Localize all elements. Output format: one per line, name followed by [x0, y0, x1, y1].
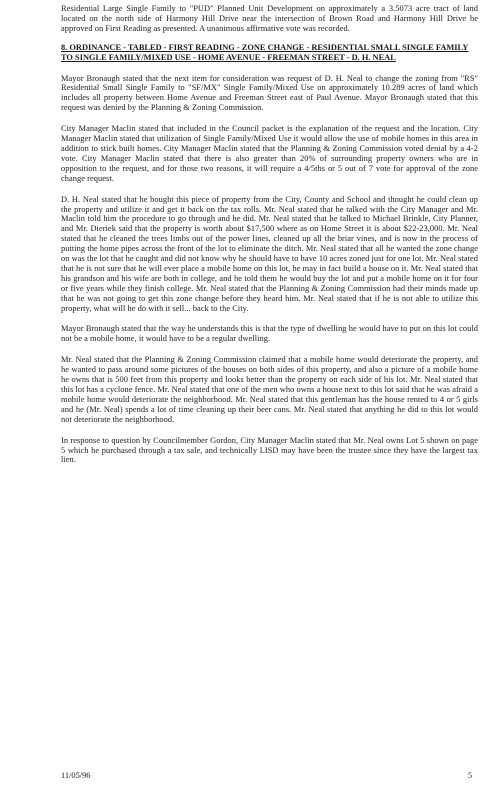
continued-paragraph: Residential Large Single Family to "PUD" Planned Unit Development on approximately a 3.5073 acre tract of land located on the north side of Harmony Hill Drive near the intersection of Brown Road and Harmony Hill Drive be approved on First Reading as presented. A unanimous affirmative vote was recorded.	[61, 4, 478, 33]
paragraph-neal-pictures: Mr. Neal stated that the Planning & Zoning Commission claimed that a mobile home would deteriorate the property, and he wanted to pass around some pictures of the houses on both sides of this property, and also a picture of a mobile home he owns that is 500 feet from this property and looks better than the property on each side of his lot. Mr. Neal stated that this lot has a cyclone fence. Mr. Neal stated that one of the men who owns a house next to this lot said that he was afraid a mobile home would deteriorate the neighborhood. Mr. Neal stated that this gentleman has the house rented to 4 or 5 girls and he (Mr. Neal) spends a lot of time cleaning up their beer cans. Mr. Neal stated that anything he did to this lot would not deteriorate the neighborhood.	[61, 355, 478, 424]
paragraph-neal-statement: D. H. Neal stated that he bought this piece of property from the City, County and School and thought he could clean up the property and utilize it and get it back on the tax rolls. Mr. Neal stated that he talked with the City Manager and Mr. Maclin told him the procedure to go through and he did. Mr. Neal stated that he talked to Michael Brinkle, City Planner, and Mr. Dieriek said that the property is worth about $17,500 where as on Home Street it is about $22-23,000. Mr. Neal stated that he cleaned the trees limbs out of the power lines, cleaned up all the briar vines, and is now in the process of putting the home pipes across the front of the lot to eliminate the ditch. Mr. Neal stated that all he wanted the zone change on was the lot that he caught and did not know why he should have to have 10 acres zoned just for one lot. Mr. Neal stated that he is not sure that he will ever place a mobile home on this lot, he may in fact build a house on it. Mr. Neal stated that his grandson and his wife are both in college, and he told them he would buy the lot and put a mobile home on it for four or five years while they finish college. Mr. Neal stated that the Planning & Zoning Commission had their minds made up that he was not going to get this zone change before they heard him. Mr. Neal stated that if he is not able to utilize this property, what will he do with it sell... back to the City.	[61, 194, 478, 313]
footer-date: 11/05/96	[61, 771, 91, 780]
paragraph-councilmember-question: In response to question by Councilmember Gordon, City Manager Maclin stated that Mr. Neal owns Lot 5 shown on page 5 which he purchased through a tax sale, and technically LISD may have been the trustee since they have the largest tax lien.	[61, 435, 478, 465]
agenda-item-heading: 8. ORDINANCE - TABLED - FIRST READING - ZONE CHANGE - RESIDENTIAL SMALL SINGLE FAMILY TO SINGLE FAMILY/MIXED USE - HOME AVENUE - FREEMAN STREET - D. H. NEAL	[61, 42, 469, 62]
paragraph-mayor-request: Mayor Bronaugh stated that the next item for consideration was request of D. H. Neal to change the zoning from "RS" Residential Small Single Family to "SF/MX" Single Family/Mixed Use on approximately 10.289 acres of land which includes all property between Home Avenue and Freeman Street east of Paul Avenue. Mayor Bronaugh stated that this request was denied by the Planning & Zoning Commission.	[61, 73, 478, 113]
paragraph-mayor-dwelling: Mayor Bronaugh stated that the way he understands this is that the type of dwelling he would have to put on this lot could not be a mobile home, it would have to be a regular dwelling.	[61, 324, 478, 344]
paragraph-city-manager: City Manager Maclin stated that included in the Council packet is the explanation of the request and the location. City Manager Maclin stated that utilization of Single Family/Mixed Use it would allow the use of mobile homes in this area in addition to stick built homes. City Manager Maclin stated that the Planning & Zoning Commission voted denial by a 4-2 vote. City Manager Maclin stated that there is also greater than 20% of surrounding property owners who are in opposition to the request, and for those two reasons, it will require a 4/5ths or 5 out of 7 vote for approval of the zone change request.	[61, 124, 478, 183]
page-number: 5	[467, 771, 472, 780]
